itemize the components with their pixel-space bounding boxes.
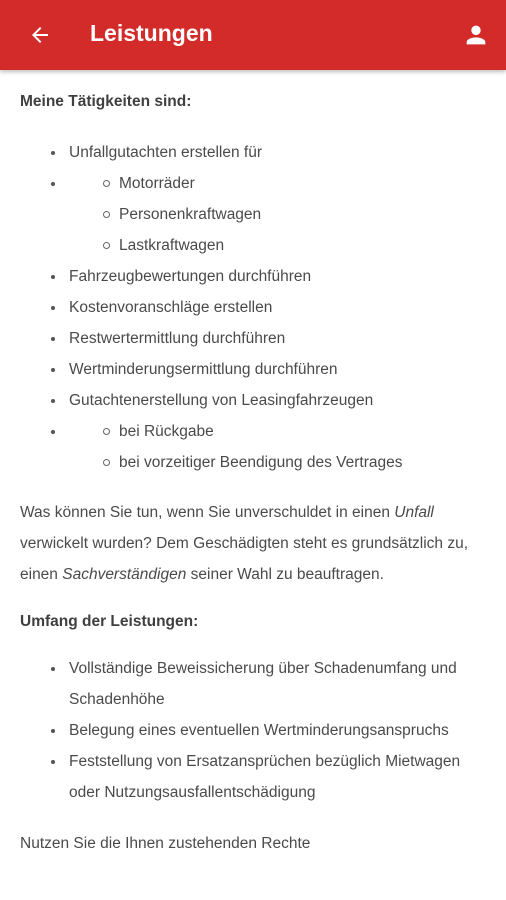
page-title: Leistungen: [90, 20, 213, 46]
taetigkeiten-heading: Meine Tätigkeiten sind:: [20, 93, 192, 110]
unfall-emphasis: Unfall: [394, 504, 434, 521]
sub-list-item: Lastkraftwagen: [69, 230, 486, 261]
sub-list-item: bei vorzeitiger Beendigung des Vertrages: [69, 447, 486, 478]
umfang-list: [20, 653, 486, 808]
sub-list: [69, 168, 486, 261]
list-item: [20, 168, 486, 261]
app-bar: [0, 0, 506, 70]
list-item: [20, 416, 486, 478]
list-item: Fahrzeugbewertungen durchführen: [20, 261, 486, 292]
sub-list-item: bei Rückgabe: [69, 416, 486, 447]
paragraph-text: Was können Sie tun, wenn Sie unverschuldet in einen: [20, 504, 395, 521]
list-item: Kostenvoranschläge erstellen: [20, 292, 486, 323]
paragraph-text: seiner Wahl zu beauftragen.: [186, 566, 384, 583]
paragraph-text: verwickelt wurden? Dem Geschädigten steht es grundsätzlich zu, einen: [20, 535, 468, 583]
list-item: Unfallgutachten erstellen für: [20, 137, 486, 168]
content: [0, 70, 506, 859]
arrow-left-icon: [28, 23, 52, 47]
list-item: Restwertermittlung durchführen: [20, 323, 486, 354]
bottom-text: Nutzen Sie die Ihnen zustehenden Rechte: [20, 835, 311, 852]
list-item: Belegung eines eventuellen Wertminderungsanspruchs: [20, 715, 486, 746]
list-item: Wertminderungsermittlung durchführen: [20, 354, 486, 385]
sachverstaendigen-emphasis: Sachverständigen: [62, 566, 187, 583]
taetigkeiten-list: [20, 137, 486, 478]
back-button[interactable]: [27, 22, 53, 48]
sub-list-item: Personenkraftwagen: [69, 199, 486, 230]
user-icon: [462, 21, 490, 49]
list-item: Vollständige Beweissicherung über Schadenumfang und Schadenhöhe: [20, 653, 486, 715]
list-item: Feststellung von Ersatzansprüchen bezüglich Mietwagen oder Nutzungsausfallentschädigung: [20, 746, 486, 808]
info-paragraph: [20, 497, 486, 590]
list-item: Gutachtenerstellung von Leasingfahrzeugen: [20, 385, 486, 416]
sub-list: [69, 416, 486, 478]
profile-button[interactable]: [462, 21, 490, 49]
sub-list-item: Motorräder: [69, 168, 486, 199]
umfang-heading: Umfang der Leistungen:: [20, 613, 199, 630]
